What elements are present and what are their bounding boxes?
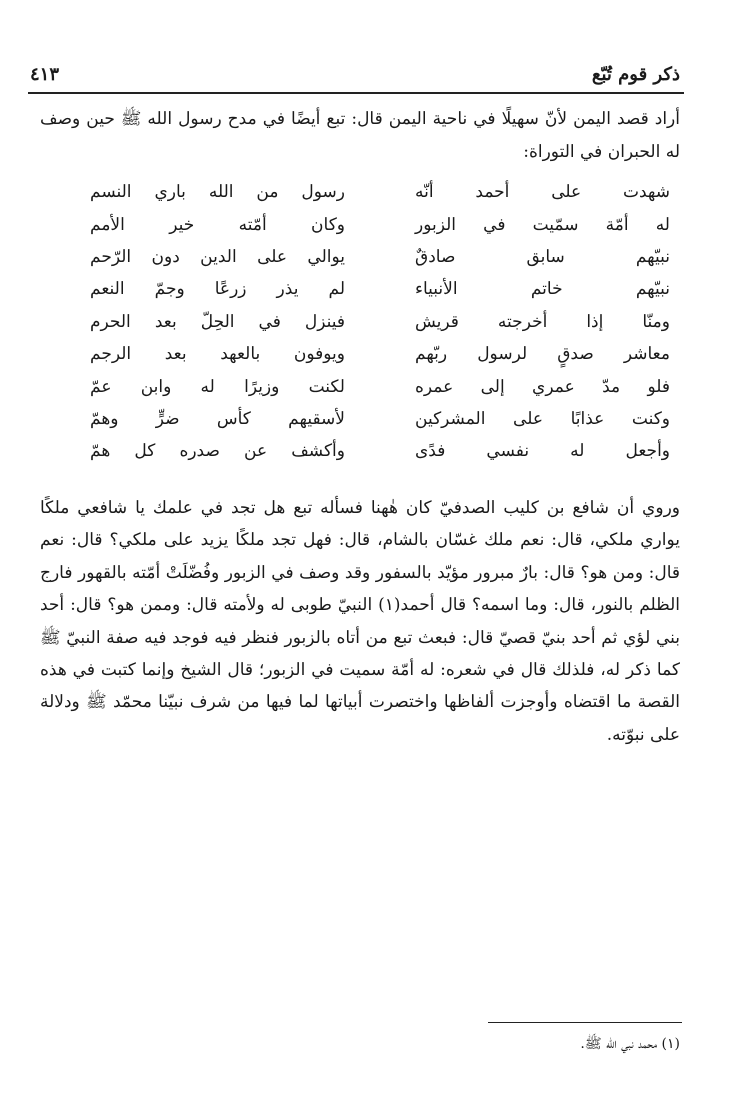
- verse-second-hemistich: يوالي على الدين دون الرّحم: [90, 246, 345, 267]
- verse-second-hemistich: ويوفون بالعهد بعد الرجم: [90, 344, 345, 365]
- verse-first-hemistich: ومنّا إذا أخرجته قريش: [415, 311, 670, 332]
- verse-second-hemistich: وكان أمّته خير الأمم: [90, 214, 345, 235]
- verse-first-hemistich: معاشر صدقٍ لرسول ربّهم: [415, 344, 670, 365]
- verse: [90, 176, 670, 208]
- body-text: [40, 492, 680, 751]
- verse: [90, 435, 670, 467]
- header-rule: [28, 92, 684, 94]
- verse-first-hemistich: فلو مدّ عمري إلى عمره: [415, 376, 670, 397]
- running-title: ذكر قوم تُبّع: [591, 64, 680, 85]
- verse-second-hemistich: لأسقيهم كأس ضرٍّ وهمّ: [90, 408, 345, 429]
- verse: [90, 273, 670, 305]
- verse-first-hemistich: شهدت على أحمد أنّه: [415, 182, 670, 203]
- intro-paragraph: أراد قصد اليمن لأنّ سهيلًا في ناحية اليمن قال: تبع أيضًا في مدح رسول الله ﷺ حين وصف له الحبران في التوراة:: [40, 109, 680, 162]
- verse-first-hemistich: وكنت عذابًا على المشركين: [415, 408, 670, 429]
- verse: [90, 306, 670, 338]
- footnote-rule: [488, 1022, 682, 1023]
- verse-first-hemistich: له أمّة سمّيت في الزبور: [415, 214, 670, 235]
- verse: [90, 370, 670, 402]
- body-paragraph: وروي أن شافع بن كليب الصدفيّ كان هٰهنا فسأله تبع هل تجد في علمك يا شافعي ملكًا يواري ملكي، قال: نعم ملك غسّان بالشام، قال: فهل تجد ملكًا يزيد على ملكي؟ قال: نعم قال: ومن هو؟ قال: بارٌ مبرور مؤيّد بالسفور وقد وصف في الزبور وفُضّلَتْ أمّته بالقهور فارج الظلم بالنور، قال: وما اسمه؟ قال أحمد(١) النبيّ طوبى له ولأمته قال: وممن هو؟ قال: أحد بني لؤي ثم أحد بنيّ قصيّ قال: فبعث تبع من أتاه بالزبور فنظر فيه فوجد فيه صفة النبيّ ﷺ كما ذكر له، فلذلك قال في شعره: له أمّة سميت في الزبور؛ قال الشيخ وإنما كتبت في هذه القصة ما اقتضاه وأوجزت ألفاظها واختصرت أبياتها لما فيها من شرف نبيّنا محمّد ﷺ ودلالة على نبوّته.: [40, 498, 680, 745]
- verse: [90, 208, 670, 240]
- verse-first-hemistich: نبيّهم سابق صادقٌ: [415, 246, 670, 267]
- verse-first-hemistich: نبيّهم خاتم الأنبياء: [415, 279, 670, 300]
- page-number: ٤١٣: [30, 64, 60, 85]
- verse-second-hemistich: فينزل في الحِلّ بعد الحرم: [90, 311, 345, 332]
- verse: [90, 338, 670, 370]
- verse-first-hemistich: وأجعل له نفسي فدًى: [415, 441, 670, 462]
- footnote: (١) محمد نبي الله ﷺ.: [580, 1036, 680, 1052]
- verse: [90, 403, 670, 435]
- poem: [90, 176, 670, 468]
- verse-second-hemistich: وأكشف عن صدره كل همّ: [90, 441, 345, 462]
- verse-second-hemistich: لم يذر زرعًا وجمّ النعم: [90, 279, 345, 300]
- page-header: [30, 64, 680, 88]
- verse-second-hemistich: لكنت وزيرًا له وابن عمّ: [90, 376, 345, 397]
- verse-second-hemistich: رسول من الله باري النسم: [90, 182, 345, 203]
- verse: [90, 241, 670, 273]
